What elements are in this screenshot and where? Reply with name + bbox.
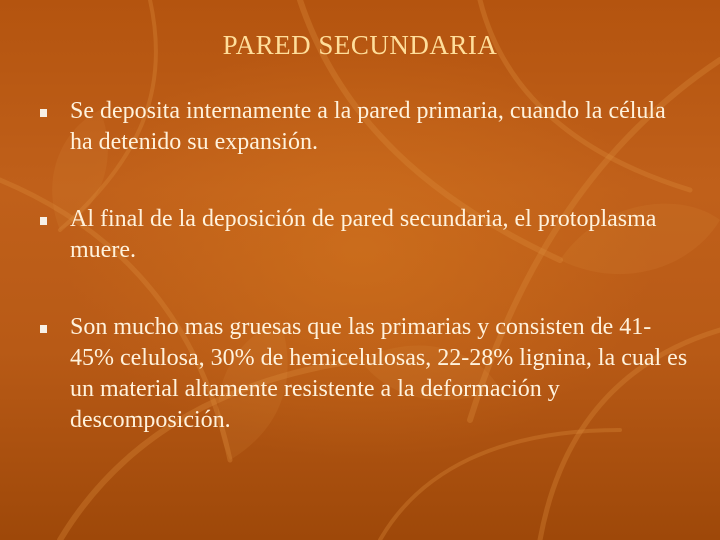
bullet-item <box>40 204 690 266</box>
square-bullet-icon <box>40 109 47 117</box>
bullet-item <box>40 96 690 158</box>
bullet-text: Se deposita internamente a la pared primaria, cuando la célula ha detenido su expansión. <box>70 98 666 155</box>
bullet-list <box>40 96 690 436</box>
bullet-item <box>40 312 690 436</box>
bullet-text: Son mucho mas gruesas que las primarias y consisten de 41-45% celulosa, 30% de hemicelulosas, 22-28% lignina, la cual es un material altamente resistente a la deformación y descomposición. <box>70 314 688 433</box>
bullet-text: Al final de la deposición de pared secundaria, el protoplasma muere. <box>70 206 657 263</box>
slide-title: PARED SECUNDARIA <box>222 30 498 60</box>
square-bullet-icon <box>40 217 47 225</box>
square-bullet-icon <box>40 325 47 333</box>
